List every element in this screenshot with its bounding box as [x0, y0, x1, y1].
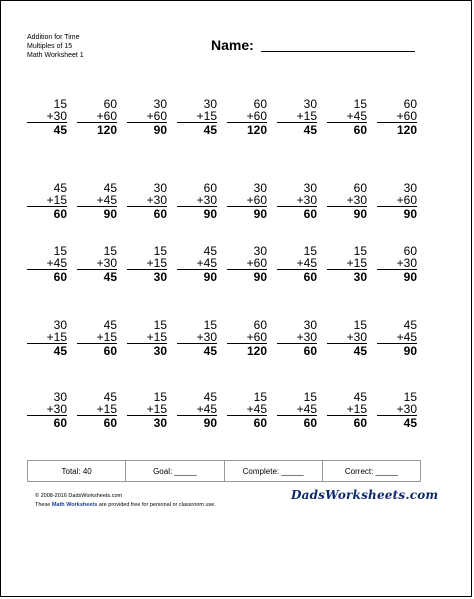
math-worksheets-link[interactable]: Math Worksheets	[51, 502, 98, 508]
answer: 60	[103, 416, 117, 430]
addend-top: 15	[53, 244, 67, 258]
footer	[35, 492, 216, 510]
header-title: Addition for Time	[27, 34, 80, 41]
answer: 120	[396, 123, 417, 137]
problem	[177, 319, 217, 357]
problem	[377, 245, 417, 283]
header-subtitle: Multiples of 15	[27, 43, 73, 50]
addend-bottom: +45	[27, 257, 67, 270]
problem	[127, 245, 167, 283]
addend-top: 45	[103, 181, 117, 195]
addend-top: 30	[203, 97, 217, 111]
worksheet-header	[27, 33, 84, 60]
addend-bottom: +45	[377, 331, 417, 344]
addend-bottom: +30	[327, 331, 367, 344]
problem	[377, 182, 417, 220]
answer: 60	[353, 123, 367, 137]
addend-bottom: +30	[177, 194, 217, 207]
problem	[227, 391, 267, 429]
problem	[227, 98, 267, 136]
addend-top: 30	[153, 97, 167, 111]
addend-top: 15	[353, 244, 367, 258]
name-field	[211, 37, 421, 55]
answer: 60	[303, 344, 317, 358]
problem	[227, 319, 267, 357]
addend-bottom: +45	[177, 257, 217, 270]
addend-top: 45	[103, 390, 117, 404]
answer: 30	[153, 416, 167, 430]
problem	[27, 182, 67, 220]
goal-cell: Goal: _____	[126, 461, 224, 481]
problem	[77, 391, 117, 429]
addend-bottom: +15	[77, 331, 117, 344]
header-worksheet-number: Math Worksheet 1	[27, 52, 84, 59]
problem	[327, 245, 367, 283]
answer: 90	[203, 416, 217, 430]
answer: 45	[53, 123, 67, 137]
addend-top: 45	[203, 390, 217, 404]
problem	[377, 98, 417, 136]
addend-top: 30	[53, 318, 67, 332]
problem	[127, 98, 167, 136]
copyright-text: © 2008-2016 DadsWorksheets.com	[35, 493, 123, 499]
addend-top: 30	[303, 97, 317, 111]
name-blank-line	[261, 51, 415, 52]
problem	[227, 245, 267, 283]
addend-top: 45	[53, 181, 67, 195]
problem	[27, 245, 67, 283]
problem	[327, 182, 367, 220]
addend-top: 30	[303, 181, 317, 195]
answer: 90	[153, 123, 167, 137]
answer: 90	[403, 344, 417, 358]
addend-bottom: +15	[327, 257, 367, 270]
addend-top: 15	[353, 318, 367, 332]
problem	[277, 98, 317, 136]
answer: 120	[246, 123, 267, 137]
addend-top: 30	[403, 181, 417, 195]
answer: 45	[53, 344, 67, 358]
problem	[77, 319, 117, 357]
addend-bottom: +15	[127, 257, 167, 270]
addend-bottom: +15	[77, 403, 117, 416]
addend-bottom: +45	[327, 110, 367, 123]
name-label: Name:	[211, 37, 254, 53]
problem	[127, 391, 167, 429]
answer: 60	[53, 207, 67, 221]
problem	[177, 391, 217, 429]
answer: 60	[153, 207, 167, 221]
addend-bottom: +30	[177, 331, 217, 344]
answer: 45	[353, 344, 367, 358]
addend-bottom: +60	[227, 257, 267, 270]
answer: 60	[53, 270, 67, 284]
problem	[27, 98, 67, 136]
addend-bottom: +30	[327, 194, 367, 207]
problem	[327, 319, 367, 357]
usage-note-prefix: These	[35, 502, 51, 508]
usage-note-suffix: are provided free for personal or classroom use.	[98, 502, 216, 508]
addend-bottom: +60	[227, 194, 267, 207]
addend-bottom: +15	[127, 403, 167, 416]
addend-bottom: +60	[227, 331, 267, 344]
problem	[227, 182, 267, 220]
addend-bottom: +30	[27, 110, 67, 123]
answer: 90	[353, 207, 367, 221]
answer: 60	[103, 344, 117, 358]
score-summary	[27, 460, 421, 482]
problem	[377, 319, 417, 357]
answer: 90	[253, 207, 267, 221]
addend-top: 15	[303, 390, 317, 404]
addend-top: 60	[403, 97, 417, 111]
addend-top: 60	[403, 244, 417, 258]
total-cell: Total: 40	[28, 461, 126, 481]
answer: 90	[203, 207, 217, 221]
addend-top: 15	[53, 97, 67, 111]
addend-top: 15	[403, 390, 417, 404]
problem	[277, 182, 317, 220]
addend-bottom: +45	[277, 403, 317, 416]
addend-top: 45	[203, 244, 217, 258]
addend-top: 30	[253, 244, 267, 258]
addend-bottom: +60	[127, 110, 167, 123]
answer: 60	[253, 416, 267, 430]
problem	[77, 98, 117, 136]
addend-bottom: +15	[27, 194, 67, 207]
answer: 90	[253, 270, 267, 284]
answer: 30	[353, 270, 367, 284]
problem	[277, 391, 317, 429]
addend-bottom: +30	[77, 257, 117, 270]
addend-bottom: +60	[77, 110, 117, 123]
addend-bottom: +60	[227, 110, 267, 123]
problem	[127, 182, 167, 220]
addend-top: 15	[203, 318, 217, 332]
addend-top: 45	[353, 390, 367, 404]
addend-bottom: +60	[377, 194, 417, 207]
addend-top: 45	[403, 318, 417, 332]
answer: 90	[403, 207, 417, 221]
addend-top: 15	[303, 244, 317, 258]
addend-top: 15	[353, 97, 367, 111]
answer: 30	[153, 344, 167, 358]
addend-top: 15	[153, 318, 167, 332]
addend-top: 15	[253, 390, 267, 404]
answer: 60	[303, 207, 317, 221]
addend-bottom: +45	[227, 403, 267, 416]
answer: 60	[353, 416, 367, 430]
addend-bottom: +60	[377, 110, 417, 123]
answer: 45	[103, 270, 117, 284]
problem	[377, 391, 417, 429]
problem	[77, 182, 117, 220]
addend-top: 60	[253, 318, 267, 332]
dadsworksheets-logo: DadsWorksheets.com	[291, 488, 439, 502]
problem	[277, 245, 317, 283]
addend-bottom: +30	[277, 194, 317, 207]
problem	[277, 319, 317, 357]
addend-top: 30	[303, 318, 317, 332]
addend-top: 45	[103, 318, 117, 332]
addend-bottom: +30	[377, 257, 417, 270]
answer: 60	[303, 416, 317, 430]
problem	[177, 245, 217, 283]
addend-bottom: +30	[377, 403, 417, 416]
answer: 45	[203, 344, 217, 358]
addend-top: 60	[353, 181, 367, 195]
answer: 90	[203, 270, 217, 284]
answer: 90	[403, 270, 417, 284]
problem	[77, 245, 117, 283]
problem	[327, 391, 367, 429]
addend-bottom: +45	[177, 403, 217, 416]
addend-top: 30	[53, 390, 67, 404]
addend-bottom: +15	[277, 110, 317, 123]
problem	[177, 182, 217, 220]
addend-top: 60	[103, 97, 117, 111]
usage-note	[35, 501, 216, 510]
addend-bottom: +30	[27, 403, 67, 416]
answer: 60	[303, 270, 317, 284]
problem	[27, 319, 67, 357]
correct-cell: Correct: _____	[344, 466, 398, 476]
addend-bottom: +15	[127, 331, 167, 344]
answer: 45	[303, 123, 317, 137]
addend-top: 15	[103, 244, 117, 258]
addend-bottom: +45	[77, 194, 117, 207]
answer: 45	[203, 123, 217, 137]
addend-bottom: +30	[127, 194, 167, 207]
answer: 120	[96, 123, 117, 137]
addend-top: 60	[253, 97, 267, 111]
answer: 30	[153, 270, 167, 284]
answer: 120	[246, 344, 267, 358]
addend-top: 60	[203, 181, 217, 195]
answer: 45	[403, 416, 417, 430]
addend-top: 30	[253, 181, 267, 195]
answer: 60	[53, 416, 67, 430]
problem	[27, 391, 67, 429]
addend-top: 15	[153, 244, 167, 258]
addend-bottom: +15	[177, 110, 217, 123]
addend-top: 30	[153, 181, 167, 195]
problem	[177, 98, 217, 136]
addend-top: 15	[153, 390, 167, 404]
addend-bottom: +15	[327, 403, 367, 416]
complete-cell: Complete: _____	[225, 461, 323, 481]
addend-bottom: +15	[27, 331, 67, 344]
answer: 90	[103, 207, 117, 221]
problem	[327, 98, 367, 136]
addend-bottom: +30	[277, 331, 317, 344]
problem	[127, 319, 167, 357]
addend-bottom: +45	[277, 257, 317, 270]
